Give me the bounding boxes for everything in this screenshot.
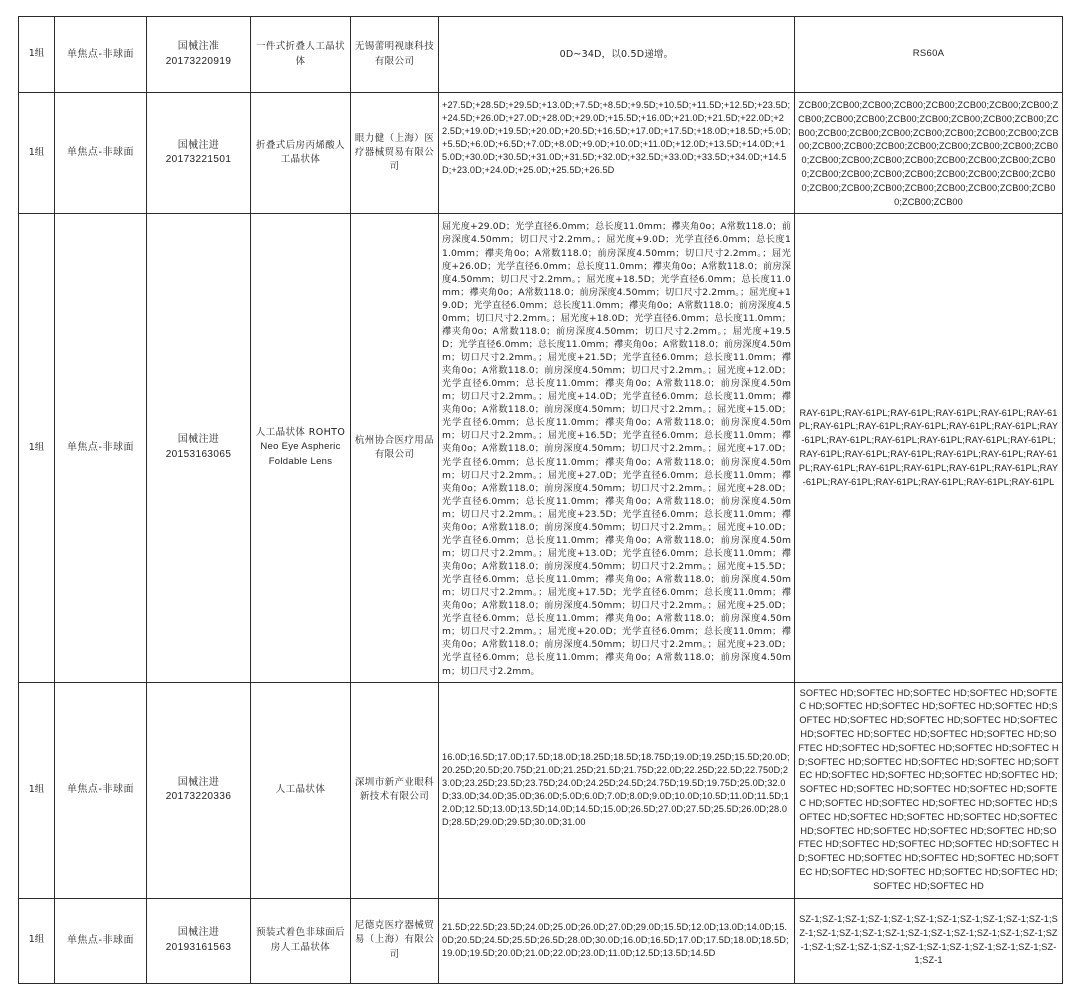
cell-type: 单焦点-非球面 bbox=[55, 682, 147, 898]
cell-group: 1组 bbox=[19, 214, 55, 682]
registration-number: 20193161563 bbox=[165, 941, 232, 953]
registration-prefix: 国械注进 bbox=[177, 776, 220, 788]
cell-registration bbox=[147, 682, 251, 898]
cell-company: 尼德克医疗器械贸易（上海）有限公司 bbox=[351, 898, 439, 983]
cell-model: RS60A bbox=[795, 17, 1063, 93]
registration-prefix: 国械注准 bbox=[177, 41, 220, 52]
cell-registration bbox=[147, 93, 251, 214]
cell-group: 1组 bbox=[19, 898, 55, 983]
product-name-cn: 人工晶状体 ROHTO bbox=[255, 427, 346, 439]
table-row bbox=[19, 214, 1063, 682]
cell-model: SOFTEC HD;SOFTEC HD;SOFTEC HD;SOFTEC HD;SOFTEC HD;SOFTEC HD;SOFTEC HD;SOFTEC HD;SOFTEC HD;SOFTEC HD;SOFTEC HD;SOFTEC HD;SOFTEC HD;SOFTEC HD;SOFTEC HD;SOFTEC HD;SOFTEC HD;SOFTEC HD;SOFTEC HD;SOFTEC HD;SOFTEC HD;SOFTEC HD;SOFTEC HD;SOFTEC HD;SOFTEC HD;SOFTEC HD;SOFTEC HD;SOFTEC HD;SOFTEC HD;SOFTEC HD;SOFTEC HD;SOFTEC HD;SOFTEC HD;SOFTEC HD;SOFTEC HD;SOFTEC HD;SOFTEC HD;SOFTEC HD;SOFTEC HD;SOFTEC HD;SOFTEC HD;SOFTEC HD;SOFTEC HD;SOFTEC HD;SOFTEC HD;SOFTEC HD;SOFTEC HD;SOFTEC HD;SOFTEC HD;SOFTEC HD;SOFTEC HD;SOFTEC HD;SOFTEC HD;SOFTEC HD;SOFTEC HD;SOFTEC HD;SOFTEC HD;SOFTEC HD;SOFTEC HD;SOFTEC HD;SOFTEC HD;SOFTEC HD;SOFTEC HD;SOFTEC HD;SOFTEC HD;SOFTEC HD bbox=[795, 682, 1063, 898]
registration-number: 20173221501 bbox=[165, 154, 232, 166]
registration-number: 20173220919 bbox=[165, 55, 232, 67]
cell-group: 1组 bbox=[19, 17, 55, 93]
cell-type: 单焦点-非球面 bbox=[55, 17, 147, 93]
cell-model: SZ-1;SZ-1;SZ-1;SZ-1;SZ-1;SZ-1;SZ-1;SZ-1;SZ-1;SZ-1;SZ-1;SZ-1;SZ-1;SZ-1;SZ-1;SZ-1;SZ-1;SZ-1;SZ-1;SZ-1;SZ-1;SZ-1;SZ-1;SZ-1;SZ-1;SZ-1;SZ-1;SZ-1;SZ-1;SZ-1;SZ-1;SZ-1;SZ-1;SZ-1;SZ-1 bbox=[795, 898, 1063, 983]
cell-registration bbox=[147, 214, 251, 682]
registration-table bbox=[18, 16, 1063, 984]
cell-product-name bbox=[251, 214, 351, 682]
cell-spec: 屈光度+29.0D；光学直径6.0mm；总长度11.0mm；襻夹角0o；A常数118.0；前房深度4.50mm；切口尺寸2.2mm。；屈光度+9.0D；光学直径6.0mm；总长度11.0mm；襻夹角0o；A常数118.0；前房深度4.50mm；切口尺寸2.2mm。；屈光度+26.0D；光学直径6.0mm；总长度11.0mm；襻夹角0o；A常数118.0；前房深度4.50mm；切口尺寸2.2mm。；屈光度+18.5D；光学直径6.0mm；总长度11.0mm；襻夹角0o；A常数118.0；前房深度4.50mm；切口尺寸2.2mm。；屈光度+19.0D；光学直径6.0mm；总长度11.0mm；襻夹角0o；A常数118.0；前房深度4.50mm；切口尺寸2.2mm。；屈光度+18.0D；光学直径6.0mm；总长度11.0mm；襻夹角0o；A常数118.0；前房深度4.50mm；切口尺寸2.2mm。；屈光度+19.5D；光学直径6.0mm；总长度11.0mm；襻夹角0o；A常数118.0；前房深度4.50mm；切口尺寸2.2mm。；屈光度+21.5D；光学直径6.0mm；总长度11.0mm；襻夹角0o；A常数118.0；前房深度4.50mm；切口尺寸2.2mm。；屈光度+12.0D；光学直径6.0mm；总长度11.0mm；襻夹角0o；A常数118.0；前房深度4.50mm；切口尺寸2.2mm。；屈光度+14.0D；光学直径6.0mm；总长度11.0mm；襻夹角0o；A常数118.0；前房深度4.50mm；切口尺寸2.2mm。；屈光度+15.0D；光学直径6.0mm；总长度11.0mm；襻夹角0o；A常数118.0；前房深度4.50mm；切口尺寸2.2mm。；屈光度+16.5D；光学直径6.0mm；总长度11.0mm；襻夹角0o；A常数118.0；前房深度4.50mm；切口尺寸2.2mm。；屈光度+17.0D；光学直径6.0mm；总长度11.0mm；襻夹角0o；A常数118.0；前房深度4.50mm；切口尺寸2.2mm。；屈光度+27.0D；光学直径6.0mm；总长度11.0mm；襻夹角0o；A常数118.0；前房深度4.50mm；切口尺寸2.2mm。；屈光度+28.0D；光学直径6.0mm；总长度11.0mm；襻夹角0o；A常数118.0；前房深度4.50mm；切口尺寸2.2mm。；屈光度+23.5D；光学直径6.0mm；总长度11.0mm；襻夹角0o；A常数118.0；前房深度4.50mm；切口尺寸2.2mm。；屈光度+10.0D；光学直径6.0mm；总长度11.0mm；襻夹角0o；A常数118.0；前房深度4.50mm；切口尺寸2.2mm。；屈光度+13.0D；光学直径6.0mm；总长度11.0mm；襻夹角0o；A常数118.0；前房深度4.50mm；切口尺寸2.2mm。；屈光度+15.5D；光学直径6.0mm；总长度11.0mm；襻夹角0o；A常数118.0；前房深度4.50mm；切口尺寸2.2mm。；屈光度+17.5D；光学直径6.0mm；总长度11.0mm；襻夹角0o；A常数118.0；前房深度4.50mm；切口尺寸2.2mm。；屈光度+25.0D；光学直径6.0mm；总长度11.0mm；襻夹角0o；A常数118.0；前房深度4.50mm；切口尺寸2.2mm。；屈光度+20.0D；光学直径6.0mm；总长度11.0mm；襻夹角0o；A常数118.0；前房深度4.50mm；切口尺寸2.2mm。；屈光度+23.0D；光学直径6.0mm；总长度11.0mm；襻夹角0o；A常数118.0；前房深度4.50mm；切口尺寸2.2mm。 bbox=[439, 214, 795, 682]
cell-company: 杭州协合医疗用品有限公司 bbox=[351, 214, 439, 682]
cell-product-name: 折叠式后房丙烯酸人工晶状体 bbox=[251, 93, 351, 214]
cell-model: RAY-61PL;RAY-61PL;RAY-61PL;RAY-61PL;RAY-61PL;RAY-61PL;RAY-61PL;RAY-61PL;RAY-61PL;RAY-61PL;RAY-61PL;RAY-61PL;RAY-61PL;RAY-61PL;RAY-61PL;RAY-61PL;RAY-61PL;RAY-61PL;RAY-61PL;RAY-61PL;RAY-61PL;RAY-61PL;RAY-61PL;RAY-61PL;RAY-61PL;RAY-61PL;RAY-61PL;RAY-61PL;RAY-61PL;RAY-61PL;RAY-61PL;RAY-61PL;RAY-61PL;RAY-61PL bbox=[795, 214, 1063, 682]
registration-prefix: 国械注进 bbox=[177, 927, 220, 939]
cell-type: 单焦点-非球面 bbox=[55, 898, 147, 983]
cell-company: 深圳市新产业眼科新技术有限公司 bbox=[351, 682, 439, 898]
registration-prefix: 国械注进 bbox=[177, 434, 220, 446]
registration-prefix: 国械注进 bbox=[177, 139, 220, 151]
table-row bbox=[19, 682, 1063, 898]
cell-spec: 16.0D;16.5D;17.0D;17.5D;18.0D;18.25D;18.5D;18.75D;19.0D;19.25D;15.5D;20.0D;20.25D;20.5D;20.75D;21.0D;21.25D;21.5D;21.75D;22.0D;22.25D;22.5D;22.750D;23.0D;23.25D;23.5D;23.75D;24.0D;24.25D;24.5D;24.75D;19.5D;19.75D;25.0D;32.0D;33.0D;34.0D;35.0D;36.0D;5.0D;6.0D;7.0D;8.0D;9.0D;10.0D;10.5D;11.0D;11.5D;12.0D;12.5D;13.0D;13.5D;14.0D;14.5D;15.0D;26.5D;27.0D;27.5D;25.5D;26.0D;28.0D;28.5D;29.0D;29.5D;30.0D;31.00 bbox=[439, 682, 795, 898]
cell-spec: 0D~34D，以0.5D递增。 bbox=[439, 17, 795, 93]
cell-group: 1组 bbox=[19, 682, 55, 898]
cell-product-name: 一件式折叠人工晶状体 bbox=[251, 17, 351, 93]
cell-group: 1组 bbox=[19, 93, 55, 214]
cell-registration bbox=[147, 17, 251, 93]
table-row bbox=[19, 898, 1063, 983]
registration-number: 20153163065 bbox=[165, 448, 232, 460]
cell-type: 单焦点-非球面 bbox=[55, 214, 147, 682]
product-name-en-line1: Neo Eye Aspheric bbox=[260, 441, 341, 453]
cell-model: ZCB00;ZCB00;ZCB00;ZCB00;ZCB00;ZCB00;ZCB00;ZCB00;ZCB00;ZCB00;ZCB00;ZCB00;ZCB00;ZCB00;ZCB00;ZCB00;ZCB00;ZCB00;ZCB00;ZCB00;ZCB00;ZCB00;ZCB00;ZCB00;ZCB00;ZCB00;ZCB00;ZCB00;ZCB00;ZCB00;ZCB00;ZCB00;ZCB00;ZCB00;ZCB00;ZCB00;ZCB00;ZCB00;ZCB00;ZCB00;ZCB00;ZCB00;ZCB00;ZCB00;ZCB00;ZCB00;ZCB00;ZCB00;ZCB00;ZCB00;ZCB00;ZCB00;ZCB00;ZCB00;ZCB00;ZCB00;ZCB00;ZCB00;ZCB00 bbox=[795, 93, 1063, 214]
cell-registration bbox=[147, 898, 251, 983]
table-row bbox=[19, 17, 1063, 93]
cell-product-name: 预装式着色非球面后房人工晶状体 bbox=[251, 898, 351, 983]
table-row bbox=[19, 93, 1063, 214]
cell-spec: 21.5D;22.5D;23.5D;24.0D;25.0D;26.0D;27.0D;29.0D;15.5D;12.0D;13.0D;14.0D;15.0D;20.5D;24.5D;25.5D;26.5D;28.0D;30.0D;16.0D;16.5D;17.0D;17.5D;18.0D;18.5D;19.0D;19.5D;20.0D;21.0D;22.0D;23.0D;11.0D;12.5D;13.5D;14.5D bbox=[439, 898, 795, 983]
cell-company: 无锡蕾明视康科技有限公司 bbox=[351, 17, 439, 93]
cell-spec: +27.5D;+28.5D;+29.5D;+13.0D;+7.5D;+8.5D;+9.5D;+10.5D;+11.5D;+12.5D;+23.5D;+24.5D;+26.0D;+27.0D;+28.0D;+29.0D;+15.5D;+16.0D;+21.0D;+21.5D;+22.0D;+22.5D;+19.0D;+19.5D;+20.0D;+20.5D;+16.5D;+17.0D;+17.5D;+18.0D;+18.5D;+5.0D;+5.5D;+6.0D;+6.5D;+7.0D;+8.0D;+9.0D;+10.0D;+11.0D;+12.0D;+13.5D;+14.0D;+15.0D;+30.0D;+30.5D;+31.0D;+31.5D;+32.0D;+32.5D;+33.0D;+33.5D;+34.0D;+14.5D;+23.0D;+24.0D;+25.0D;+25.5D;+26.5D bbox=[439, 93, 795, 214]
product-name-en-line2: Foldable Lens bbox=[268, 456, 333, 468]
cell-company: 眼力健（上海）医疗器械贸易有限公司 bbox=[351, 93, 439, 214]
table-body bbox=[19, 17, 1063, 984]
cell-type: 单焦点-非球面 bbox=[55, 93, 147, 214]
registration-number: 20173220336 bbox=[165, 791, 232, 803]
cell-product-name: 人工晶状体 bbox=[251, 682, 351, 898]
